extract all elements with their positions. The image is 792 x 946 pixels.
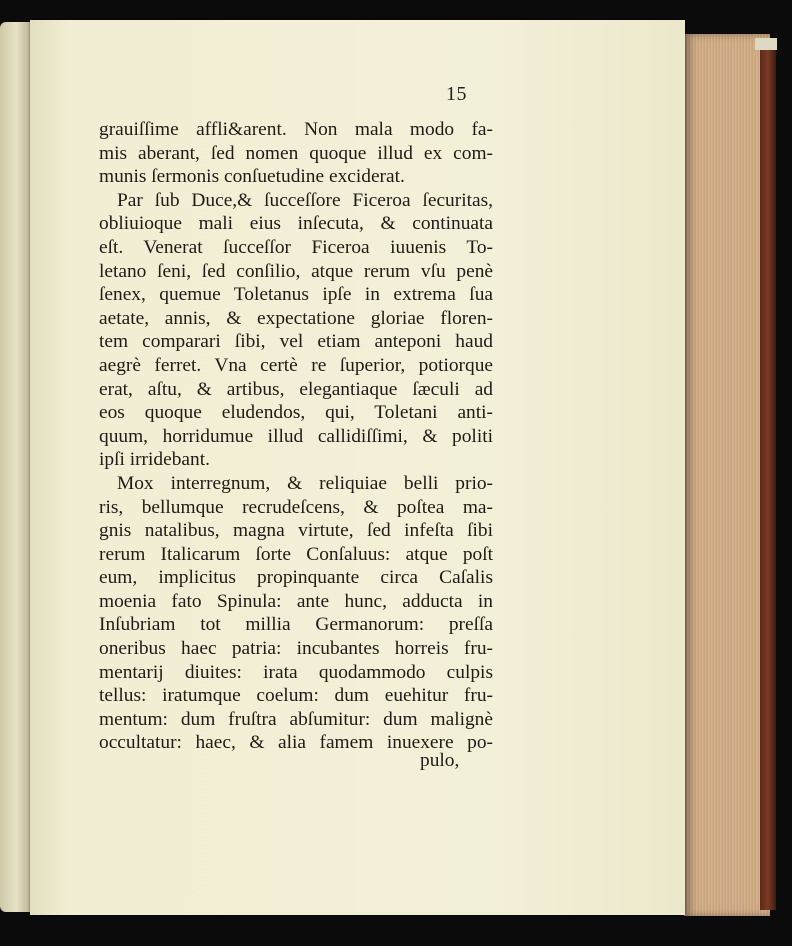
text-line: occultatur: haec, & alia famem inuexere po- [99, 732, 493, 754]
text-line: grauiſſime affli&arent. Non mala modo fa- [99, 119, 493, 140]
text-line: gnis natalibus, magna virtute, ſed infeſta ſibi [99, 520, 493, 542]
text-line: eſt. Venerat ſucceſſor Ficeroa iuuenis To- [99, 236, 493, 258]
text-line: quum, horridumue illud callidiſſimi, & politi [99, 425, 493, 447]
text-line: ſenex, quemue Toletanus ipſe in extrema ſua [99, 284, 493, 306]
text-line: Inſubriam tot millia Germanorum: preſſa [99, 614, 493, 636]
text-line: mentarij diuites: irata quodammodo culpis [99, 661, 493, 683]
text-line: tem comparari ſibi, vel etiam anteponi haud [99, 331, 493, 353]
text-line: letano ſeni, ſed conſilio, atque rerum vſu penè [99, 260, 493, 282]
text-line: rerum Italicarum ſorte Conſaluus: atque poſt [99, 543, 493, 565]
text-line: erat, aſtu, & artibus, elegantiaque ſæculi ad [99, 378, 493, 400]
text-line: aegrè ferret. Vna certè re ſuperior, potiorque [99, 354, 493, 376]
text-line: mentum: dum fruſtra abſumitur: dum malignè [99, 708, 493, 730]
facing-page-edge [0, 22, 30, 912]
page-edges-fore-edge [684, 34, 770, 916]
text-line: aetate, annis, & expectatione gloriae floren- [99, 307, 493, 329]
text-line: Mox interregnum, & reliquiae belli prio- [117, 472, 493, 494]
page-number: 15 [446, 83, 467, 105]
text-line: mis aberant, ſed nomen quoque illud ex com- [99, 142, 493, 164]
text-line: eos quoque eludendos, qui, Toletani anti- [99, 402, 493, 424]
text-line: ris, bellumque recrudeſcens, & poſtea ma- [99, 496, 493, 518]
text-line: munis ſermonis conſuetudine exciderat. [99, 166, 405, 188]
catchword: pulo, [420, 750, 460, 771]
text-line: tellus: iratumque coelum: dum euehitur fru- [99, 685, 493, 707]
text-line: moenia fato Spinula: ante hunc, adducta in [99, 590, 493, 612]
text-line: oneribus haec patria: incubantes horreis fru- [99, 638, 493, 660]
text-line: obliuioque mali eius inſecuta, & continuata [99, 213, 493, 235]
body-text [99, 118, 493, 755]
cover-corner [755, 38, 777, 50]
text-line: eum, implicitus propinquante circa Caſalis [99, 567, 493, 589]
text-line: ipſi irridebant. [99, 449, 210, 471]
book-cover-spine [760, 40, 776, 910]
text-line: Par ſub Duce,& ſucceſſore Ficeroa ſecuritas, [117, 189, 493, 211]
